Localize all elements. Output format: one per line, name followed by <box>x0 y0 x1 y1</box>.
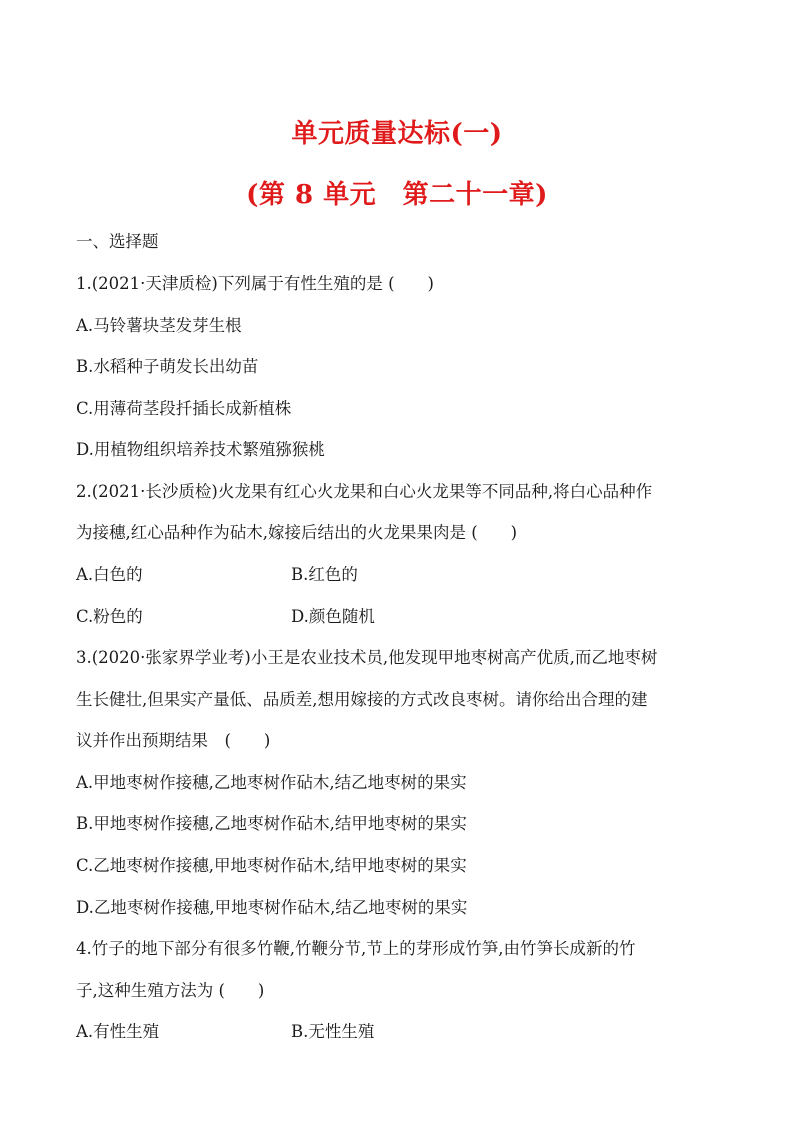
question-1-option-d: D.用植物组织培养技术繁殖猕猴桃 <box>76 440 325 459</box>
question-4-option-row-1 <box>76 1021 726 1043</box>
question-3-option-c: C.乙地枣树作接穗,甲地枣树作砧木,结甲地枣树的果实 <box>76 856 467 875</box>
question-2-option-c: C.粉色的 <box>76 607 143 626</box>
question-2-stem-line-1: 2.(2021·长沙质检)火龙果有红心火龙果和白心火龙果等不同品种,将白心品种作 <box>76 482 653 501</box>
question-2-option-d: D.颜色随机 <box>291 607 375 626</box>
question-4-option-b: B.无性生殖 <box>291 1022 375 1041</box>
section-heading: 一、选择题 <box>76 232 159 251</box>
question-2-option-row-1 <box>76 564 726 586</box>
question-2-option-b: B.红色的 <box>291 565 358 584</box>
question-3-stem-line-2: 生长健壮,但果实产量低、品质差,想用嫁接的方式改良枣树。请你给出合理的建 <box>76 690 648 709</box>
question-2-option-row-2 <box>76 606 726 628</box>
question-3-option-a: A.甲地枣树作接穗,乙地枣树作砧木,结乙地枣树的果实 <box>76 773 467 792</box>
question-2-stem-line-2: 为接穗,红心品种作为砧木,嫁接后结出的火龙果果肉是 ( ) <box>76 523 518 542</box>
question-1-stem: 1.(2021·天津质检)下列属于有性生殖的是 ( ) <box>76 274 434 293</box>
question-1-option-c: C.用薄荷茎段扦插长成新植株 <box>76 399 292 418</box>
page-title: 单元质量达标(一) <box>291 119 503 149</box>
question-1-option-b: B.水稻种子萌发长出幼苗 <box>76 357 259 376</box>
question-4-option-a: A.有性生殖 <box>76 1022 160 1041</box>
question-4-stem-line-2: 子,这种生殖方法为 ( ) <box>76 981 265 1000</box>
question-3-stem-line-1: 3.(2020·张家界学业考)小王是农业技术员,他发现甲地枣树高产优质,而乙地枣树 <box>76 648 658 667</box>
question-3-stem-line-3: 议并作出预期结果 ( ) <box>76 731 271 750</box>
page-subtitle: (第 8 单元 第二十一章) <box>246 180 548 210</box>
question-3-option-b: B.甲地枣树作接穗,乙地枣树作砧木,结甲地枣树的果实 <box>76 814 467 833</box>
question-3-option-d: D.乙地枣树作接穗,甲地枣树作砧木,结乙地枣树的果实 <box>76 898 468 917</box>
question-1-option-a: A.马铃薯块茎发芽生根 <box>76 316 242 335</box>
question-2-option-a: A.白色的 <box>76 565 143 584</box>
question-4-stem-line-1: 4.竹子的地下部分有很多竹鞭,竹鞭分节,节上的芽形成竹笋,由竹笋长成新的竹 <box>76 939 636 958</box>
